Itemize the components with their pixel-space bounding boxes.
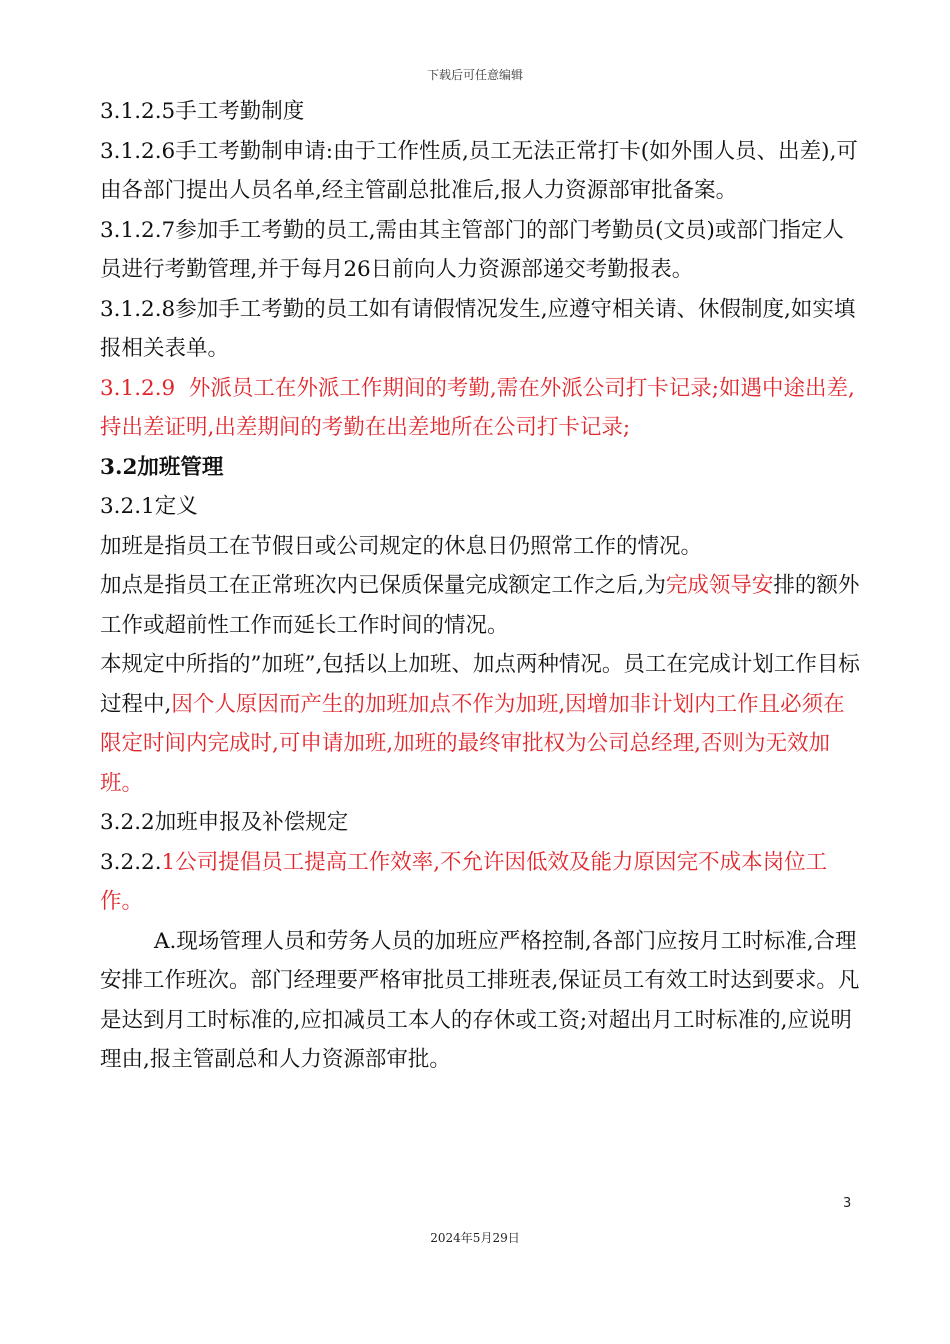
paragraph-overtime-definition: 加班是指员工在节假日或公司规定的休息日仍照常工作的情况。	[100, 533, 703, 559]
paragraph-3-1-2-8: 3.1.2.8参加手工考勤的员工如有请假情况发生,应遵守相关请、休假制度,如实填报相关表单。	[100, 296, 856, 361]
page-header: 下载后可任意编辑	[426, 68, 523, 82]
paragraph-3-1-2-7: 3.1.2.7参加手工考勤的员工,需由其主管部门的部门考勤员(文员)或部门指定人员进行考勤管理,并于每月26日前向人力资源部递交考勤报表。	[100, 217, 844, 282]
document-body	[100, 92, 860, 1080]
paragraph-overtime-scope: 本规定中所指的”加班”,包括以上加班、加点两种情况。员工在完成计划工作目标过程中,因个人原因而产生的加班加点不作为加班,因增加非计划内工作且必须在限定时间内完成时,可申请加班,加班的最终审批权为公司总经理,否则为无效加班。	[100, 652, 860, 796]
page-number: 3	[843, 1196, 852, 1211]
paragraph-3-2-2-1: 3.2.2.1公司提倡员工提高工作效率,不允许因低效及能力原因完不成本岗位工作。	[100, 849, 828, 914]
paragraph-3-1-2-9: 3.1.2.9 外派员工在外派工作期间的考勤,需在外派公司打卡记录;如遇中途出差,持出差证明,出差期间的考勤在出差地所在公司打卡记录;	[100, 375, 855, 440]
subheading-3-2-1: 3.2.1定义	[100, 494, 198, 519]
paragraph-3-1-2-6: 3.1.2.6手工考勤制申请:由于工作性质,员工无法正常打卡(如外围人员、出差),可由各部门提出人员名单,经主管副总批准后,报人力资源部审批备案。	[100, 138, 858, 203]
subheading-3-2-2: 3.2.2加班申报及补偿规定	[100, 810, 349, 835]
page-footer-date: 2024年5月29日	[430, 1231, 520, 1245]
section-heading-3-2: 3.2加班管理	[100, 454, 224, 480]
paragraph-extra-hours-definition: 加点是指员工在正常班次内已保质保量完成额定工作之后,为完成领导安排的额外工作或超前性工作而延长工作时间的情况。	[100, 573, 860, 638]
paragraph-item-a: A.现场管理人员和劳务人员的加班应严格控制,各部门应按月工时标准,合理安排工作班次。部门经理要严格审批员工排班表,保证员工有效工时达到要求。凡是达到月工时标准的,应扣减员工本人的存休或工资;对超出月工时标准的,应说明理由,报主管副总和人力资源部审批。	[100, 928, 860, 1072]
paragraph-3-1-2-5: 3.1.2.5手工考勤制度	[100, 99, 305, 124]
